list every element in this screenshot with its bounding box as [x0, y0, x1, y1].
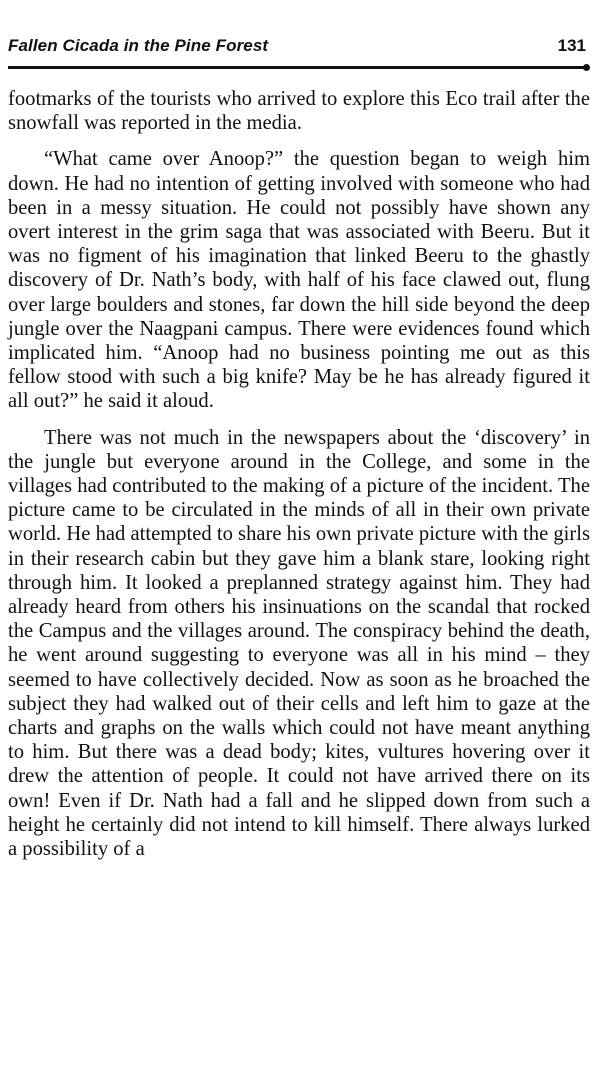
- paragraph: There was not much in the newspapers about the ‘discovery’ in the jungle but everyone around in the College, and some in the villages had contributed to the making of a picture of the incident. The picture came to be circulated in the minds of all in their own private world. He had attempted to share his own private picture with the girls in their research cabin but they gave him a blank stare, looking right through him. It looked a preplanned strategy against him. They had already heard from others his insinuations on the scandal that rocked the Campus and the villages around. The conspiracy behind the death, he went around suggesting to everyone was all in his mind – they seemed to have collectively decided. Now as soon as he broached the subject they had walked out of their cells and left him to gaze at the charts and graphs on the walls which could not have meant anything to him. But there was a dead body; kites, vultures hovering over it drew the attention of people. It could not have arrived there on its own! Even if Dr. Nath had a fall and he slipped down from such a height he certainly did not intend to kill himself. There always lurked a possibility of a: [8, 426, 590, 861]
- header-rule: [8, 66, 586, 69]
- paragraph-continuation: footmarks of the tourists who arrived to explore this Eco trail after the snowfall was reported in the media.: [8, 88, 590, 135]
- running-title: Fallen Cicada in the Pine Forest: [8, 36, 269, 55]
- body-text: [8, 87, 590, 873]
- page-number: 131: [557, 36, 586, 55]
- paragraph: “What came over Anoop?” the question began to weigh him down. He had no intention of getting involved with someone who had been in a messy situation. He could not possibly have shown any overt interest in the grim saga that was associated with Beeru. But it was no figment of his imagination that linked Beeru to the ghastly discovery of Dr. Nath’s body, with half of his face clawed out, flung over large boulders and stones, far down the hill side beyond the deep jungle over the Naagpani campus. There were evidences found which implicated him. “Anoop had no business pointing me out as this fellow stood with such a big knife? May be he has already figured it all out?” he said it aloud.: [8, 148, 590, 413]
- page-header: [8, 36, 590, 66]
- header-rule-end-dot: [583, 64, 590, 71]
